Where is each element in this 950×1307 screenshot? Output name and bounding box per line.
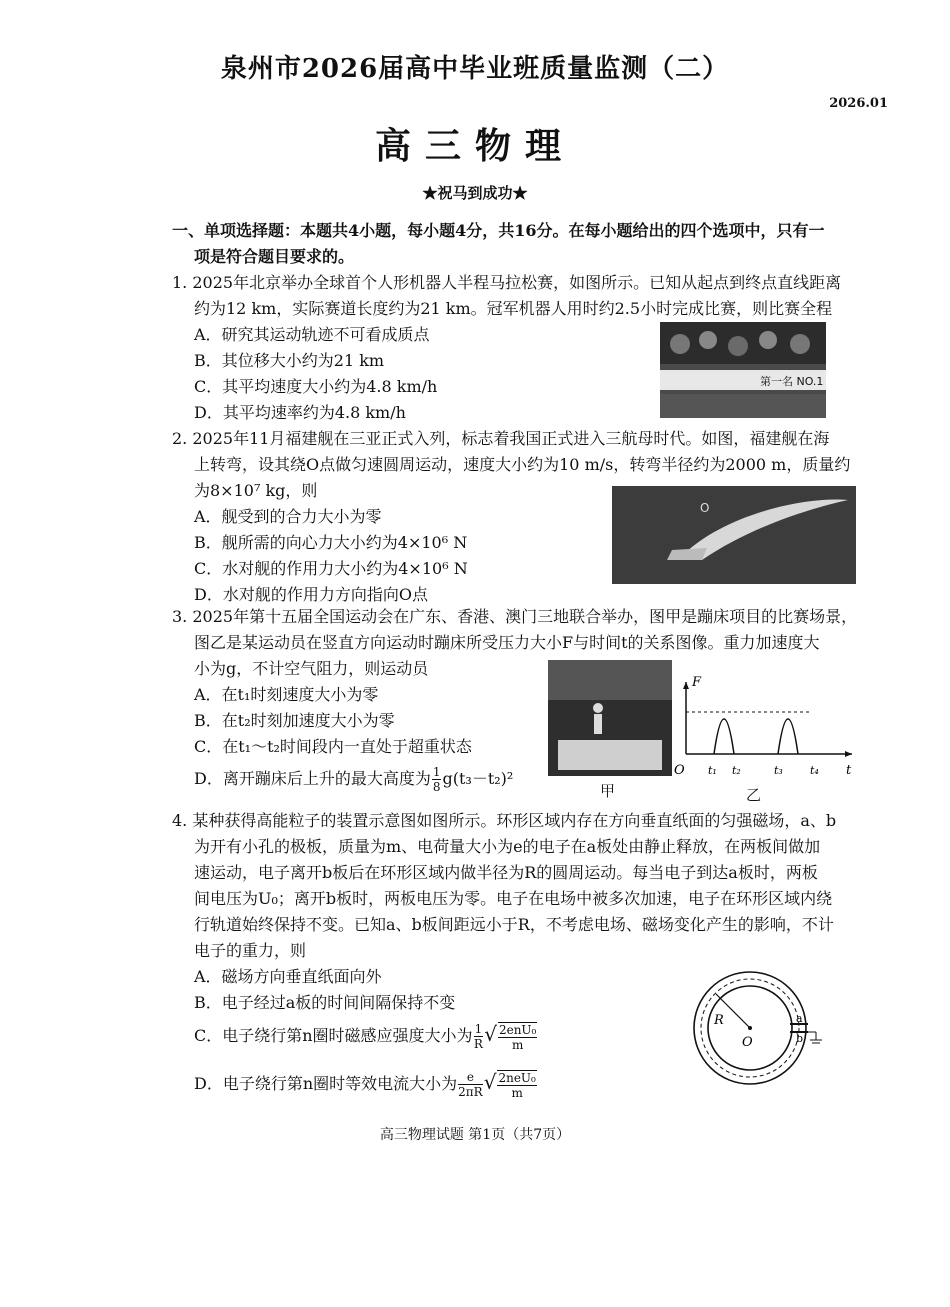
q3-graph-x-arrow <box>845 751 852 757</box>
q3-graph-x-label: t <box>846 763 852 778</box>
q1-option-b: B．其位移大小约为21 km <box>194 351 385 370</box>
q4-label-O: O <box>742 1035 753 1050</box>
q4-option-d-radicand-denominator: m <box>511 1085 523 1100</box>
q1-stem-line2: 约为12 km，实际赛道长度约为21 km。冠军机器人用时约2.5小时完成比赛，则比赛全程 <box>194 299 833 318</box>
q4-option-c-radicand-denominator: m <box>511 1037 524 1052</box>
q2-carrier-turn-photo <box>612 486 856 584</box>
q1-photo-banner-text: 第一名 NO.1 <box>760 375 824 388</box>
q3-figure-jia-label: 甲 <box>600 782 616 800</box>
q1-option-c: C．其平均速度大小约为4.8 km/h <box>194 377 438 396</box>
q3-graph-tick-t2: t₂ <box>732 764 741 777</box>
q2-stem-line3: 为8×10⁷ kg，则 <box>194 481 318 500</box>
q2-stem-line2: 上转弯，设其绕O点做匀速圆周运动，速度大小约为10 m/s，转弯半径约为2000 m，质量约 <box>194 455 851 474</box>
q3-graph-tick-t3: t₃ <box>774 764 783 777</box>
q3-figure-yi-label: 乙 <box>746 786 762 804</box>
q4-option-c-prefix: C．电子绕行第n圈时磁感应强度大小为 <box>194 1026 473 1045</box>
q1-robot-marathon-photo <box>660 322 826 418</box>
q4-option-c-denominator: R <box>473 1037 483 1051</box>
q2-option-c: C．水对舰的作用力大小约为4×10⁶ N <box>194 559 468 578</box>
q2-photo-center-label: O <box>700 501 710 515</box>
q3-graph-pulse-1 <box>714 719 734 754</box>
q4-center-dot <box>748 1026 752 1030</box>
q1-stem-line1: 1. 2025年北京举办全球首个人形机器人半程马拉松赛，如图所示。已知从起点到终点直线距离 <box>172 273 842 292</box>
q4-option-d-numerator: e <box>458 1070 483 1085</box>
q3-stem-line1: 3. 2025年第十五届全国运动会在广东、香港、澳门三地联合举办，图甲是蹦床项目的比赛场景， <box>172 607 858 626</box>
exam-title: 泉州市2026届高中毕业班质量监测（二） <box>220 54 730 84</box>
q4-option-c-fraction <box>474 1022 484 1051</box>
q4-option-c-radicand-numerator: 2enU₀ <box>498 1022 537 1037</box>
q4-option-c-radicand <box>498 1022 537 1052</box>
q4-option-d-radical-sign: √ <box>483 1070 497 1094</box>
q4-option-d-prefix: D．电子绕行第n圈时等效电流大小为 <box>194 1074 458 1093</box>
q3-option-d <box>194 764 513 794</box>
q1-option-d: D．其平均速率约为4.8 km/h <box>194 403 406 422</box>
blessing-line: ★祝马到成功★ <box>422 184 528 202</box>
exam-date: 2026.01 <box>829 96 888 111</box>
q3-option-a: A．在t₁时刻速度大小为零 <box>194 685 379 704</box>
q4-stem-line1: 4. 某种获得高能粒子的装置示意图如图所示。环形区域内存在方向垂直纸面的匀强磁场，a、b <box>172 811 837 830</box>
q4-option-d-radicand-numerator: 2neU₀ <box>498 1070 536 1085</box>
q4-label-b: b <box>796 1032 804 1045</box>
q2-option-d: D．水对舰的作用力方向指向O点 <box>194 585 428 604</box>
q3-graph-y-arrow <box>683 682 689 689</box>
q3-option-d-suffix: g(t₃－t₂)² <box>442 769 514 788</box>
page-footer: 高三物理试题 第1页（共7页） <box>379 1127 571 1143</box>
q3-stem-line3: 小为g，不计空气阻力，则运动员 <box>194 659 429 678</box>
q4-stem-line5: 行轨道始终保持不变。已知a、b板间距远小于R，不考虑电场、磁场变化产生的影响，不计 <box>194 915 834 934</box>
q4-option-c-numerator: 1 <box>474 1022 483 1036</box>
q4-option-a: A．磁场方向垂直纸面向外 <box>194 967 382 986</box>
q2-option-a: A．舰受到的合力大小为零 <box>194 507 382 526</box>
q2-option-b: B．舰所需的向心力大小约为4×10⁶ N <box>194 533 468 552</box>
q3-trampoline-photo <box>548 660 672 776</box>
exam-subject: 高三物理 <box>374 125 575 167</box>
q3-graph-pulse-2 <box>778 719 798 754</box>
q4-stem-line6: 电子的重力，则 <box>194 941 307 960</box>
q3-option-d-fraction <box>432 765 442 794</box>
q3-option-b: B．在t₂时刻加速度大小为零 <box>194 711 395 730</box>
q4-option-c <box>194 1016 538 1054</box>
q4-option-d-radicand <box>497 1070 536 1100</box>
q4-stem-line2: 为开有小孔的极板，质量为m、电荷量大小为e的电子在a板处由静止释放，在两板间做加 <box>194 837 821 856</box>
q3-option-d-denominator: 8 <box>432 780 441 794</box>
q4-ring-accelerator-diagram <box>690 962 830 1102</box>
q4-label-R: R <box>714 1013 724 1028</box>
q3-option-c: C．在t₁～t₂时间段内一直处于超重状态 <box>194 737 472 756</box>
q3-graph-origin: O <box>674 763 685 778</box>
q2-stem-line1: 2. 2025年11月福建舰在三亚正式入列，标志着我国正式进入三航母时代。如图，福建舰在海 <box>172 429 830 448</box>
section-heading-line2: 项是符合题目要求的。 <box>194 247 355 266</box>
q3-force-time-graph <box>670 674 860 784</box>
q3-graph-tick-t1: t₁ <box>708 764 717 777</box>
q4-option-b: B．电子经过a板的时间间隔保持不变 <box>194 993 456 1012</box>
q4-option-d-denominator: 2πR <box>458 1085 483 1099</box>
q3-graph-y-label: F <box>692 675 702 690</box>
q4-option-d <box>194 1064 538 1102</box>
q3-graph-tick-t4: t₄ <box>810 764 819 777</box>
q4-option-d-fraction <box>458 1070 483 1099</box>
q3-option-d-prefix: D．离开蹦床后上升的最大高度为 <box>194 769 431 788</box>
q1-option-a: A．研究其运动轨迹不可看成质点 <box>194 325 430 344</box>
q4-label-a: a <box>796 1012 803 1025</box>
q4-stem-line3: 速运动，电子离开b板后在环形区域内做半径为R的圆周运动。每当电子到达a板时，两板 <box>194 863 818 882</box>
section-heading-line1: 一、单项选择题：本题共4小题，每小题4分，共16分。在每小题给出的四个选项中，只有一 <box>172 221 825 240</box>
q4-stem-line4: 间电压为U₀；离开b板时，两板电压为零。电子在电场中被多次加速，电子在环形区域内绕 <box>194 889 833 908</box>
q3-option-d-numerator: 1 <box>432 765 441 779</box>
q3-stem-line2: 图乙是某运动员在竖直方向运动时蹦床所受压力大小F与时间t的关系图像。重力加速度大 <box>194 633 820 652</box>
q4-option-c-radical-sign: √ <box>484 1022 497 1046</box>
